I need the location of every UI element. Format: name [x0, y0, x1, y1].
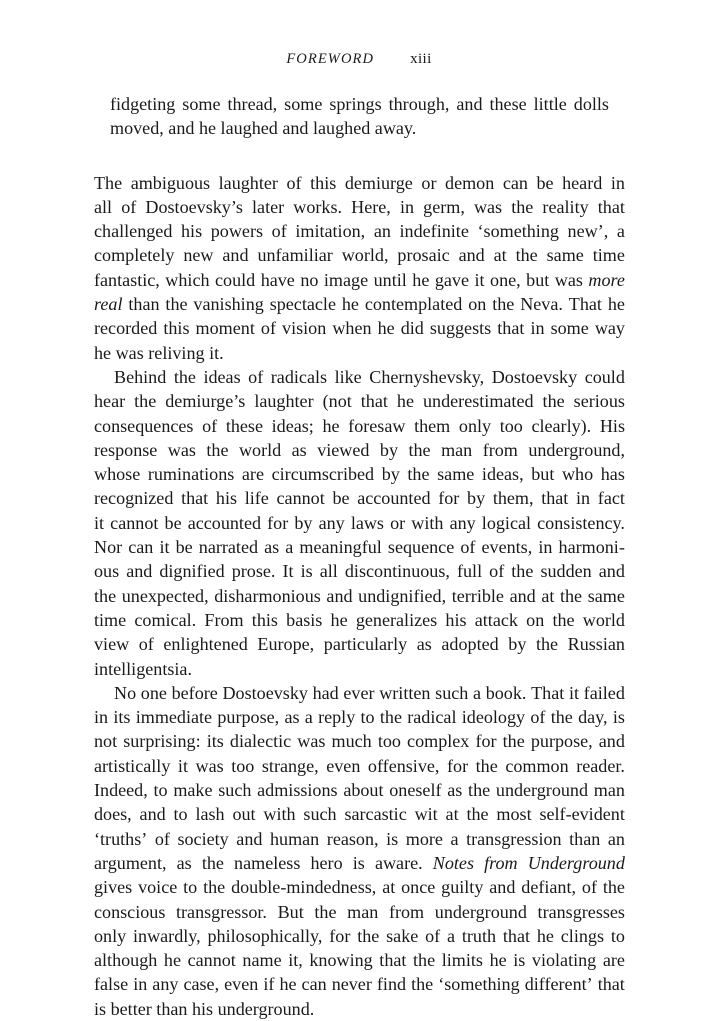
- text-line: ous and dignified prose. It is all discontinuous, full of the sudden and: [94, 561, 625, 582]
- text-line: recognized that his life cannot be accounted for by them, that in fact: [94, 488, 625, 509]
- text-line: Behind the ideas of radicals like Chernyshevsky, Dostoevsky could: [114, 366, 625, 387]
- text-line: No one before Dostoevsky had ever written such a book. That it failed: [114, 682, 625, 703]
- running-head: [94, 50, 624, 72]
- text-line: response was the world as viewed by the man from underground,: [94, 439, 625, 460]
- quote-spacer: [94, 141, 625, 171]
- text-line: recorded this moment of vision when he did suggests that in some way: [94, 318, 625, 339]
- paragraph-ambiguous-laughter: [94, 171, 625, 365]
- paragraph-behind-the-ideas: [94, 365, 625, 681]
- running-head-title: FOREWORD: [286, 51, 375, 67]
- text-line: false in any case, even if he can never find the ‘something different’ that: [94, 974, 625, 995]
- text-line: intelligentsia.: [94, 658, 192, 679]
- text-line: he was reliving it.: [94, 342, 224, 363]
- text-line: although he cannot name it, knowing that the limits he is violating are: [94, 950, 625, 971]
- paragraph-no-one-before: [94, 681, 625, 1021]
- text-line: The ambiguous laughter of this demiurge or demon can be heard in: [94, 172, 625, 193]
- quote-line: moved, and he laughed and laughed away.: [110, 118, 417, 139]
- text-line: argument, as the nameless hero is aware. Notes from Underground: [94, 852, 625, 873]
- text-line: Nor can it be narrated as a meaningful sequence of events, in harmoni-: [94, 537, 625, 558]
- text-line: ‘truths’ of society and human reason, is more a transgression than an: [94, 828, 625, 849]
- text-line: hear the demiurge’s laughter (not that he underestimated the serious: [94, 391, 625, 412]
- text-line: the unexpected, disharmonious and undignified, terrible and at the same: [94, 585, 625, 606]
- text-line: is better than his underground.: [94, 998, 315, 1019]
- text-line: all of Dostoevsky’s later works. Here, in germ, was the reality that: [94, 196, 625, 217]
- text-line: Indeed, to make such admissions about oneself as the underground man: [94, 780, 625, 801]
- page-folio: xiii: [410, 51, 432, 67]
- text-line: it cannot be accounted for by any laws or with any logical consistency.: [94, 512, 625, 533]
- text-line: does, and to lash out with such sarcastic wit at the most self-evident: [94, 804, 625, 825]
- text-line: only inwardly, philosophically, for the sake of a truth that he clings to: [94, 925, 625, 946]
- text-line: in its immediate purpose, as a reply to the radical ideology of the day, is: [94, 707, 625, 728]
- text-line: challenged his powers of imitation, an indefinite ‘something new’, a: [94, 221, 625, 242]
- text-line: completely new and unfamiliar world, prosaic and at the same time: [94, 245, 625, 266]
- text-line: gives voice to the double-mindedness, at once guilty and defiant, of the: [94, 877, 625, 898]
- text-line: fantastic, which could have no image until he gave it one, but was more: [94, 269, 625, 290]
- text-block: [94, 92, 625, 1021]
- quote-line: fidgeting some thread, some springs through, and these little dolls: [110, 94, 609, 114]
- blockquote: [94, 92, 625, 141]
- text-line: whose ruminations are circumscribed by the same ideas, but who has: [94, 464, 625, 485]
- text-line: artistically it was too strange, even offensive, for the common reader.: [94, 755, 625, 776]
- text-line: not surprising: its dialectic was much too complex for the purpose, and: [94, 731, 625, 752]
- text-line: conscious transgressor. But the man from underground transgresses: [94, 901, 625, 922]
- text-line: real than the vanishing spectacle he contemplated on the Neva. That he: [94, 294, 625, 315]
- text-line: view of enlightened Europe, particularly as adopted by the Russian: [94, 634, 625, 655]
- text-line: consequences of these ideas; he foresaw them only too clearly). His: [94, 415, 625, 436]
- text-line: time comical. From this basis he generalizes his attack on the world: [94, 609, 625, 630]
